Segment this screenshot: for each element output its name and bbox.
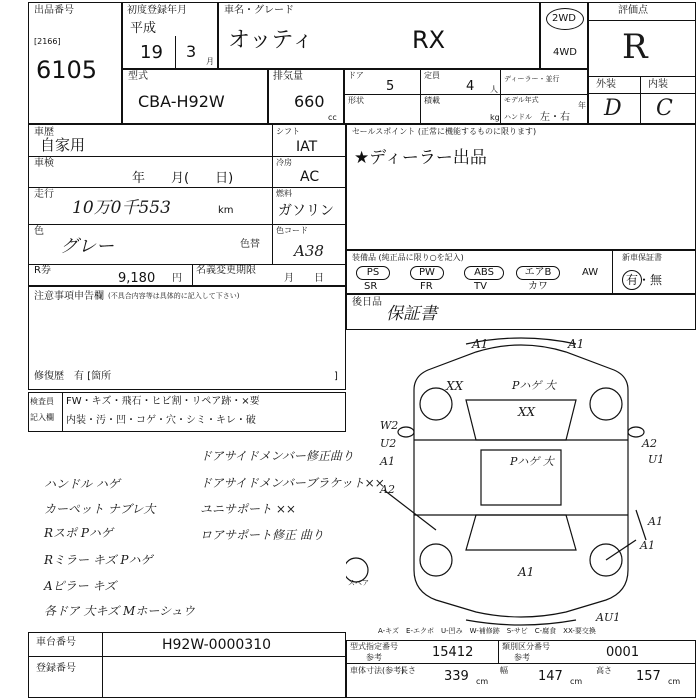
doors-label: ドア	[348, 71, 364, 80]
equipment-label: 装備品 (純正品に限り○を記入)	[352, 253, 464, 262]
recycle-value: 9,180	[118, 271, 156, 286]
divider	[192, 264, 193, 286]
shift-value: IAT	[296, 139, 318, 155]
model-year-unit: 年	[578, 101, 586, 110]
nameplate-label: 名義変更期限	[196, 265, 256, 276]
interior-grade: C	[656, 96, 673, 121]
divider	[420, 69, 421, 124]
equip-pw: PW	[410, 266, 444, 280]
inspector-row-2: 内装・汚・凹・コゲ・穴・シミ・キレ・破	[66, 415, 256, 426]
divider	[272, 124, 273, 264]
ref-label-1: 参考	[366, 653, 382, 662]
repair-history: 修復歴 有 [箇所	[34, 371, 112, 382]
diagram-mark: XX	[446, 379, 464, 393]
mileage-unit: km	[218, 205, 234, 216]
diagram-mark: A1	[518, 565, 535, 579]
divider	[498, 640, 499, 663]
capacity-unit: 人	[490, 85, 498, 94]
remark-3: ハンドル ハゲ	[44, 477, 120, 491]
width-label: 幅	[500, 666, 508, 675]
dims-label: 車体寸法(参考)	[350, 666, 405, 675]
divider	[588, 93, 696, 94]
notes-label: 注意事項申告欄	[34, 291, 104, 302]
color-no-value: A38	[294, 242, 324, 260]
chassis-value: H92W-0000310	[162, 637, 272, 653]
displacement-label: 排気量	[273, 71, 303, 82]
interior-label: 内装	[648, 79, 668, 90]
diagram-mark: W2	[380, 419, 399, 432]
equip-fr: FR	[420, 281, 433, 292]
divider	[344, 94, 588, 95]
inspection-value: 年 月( 日)	[132, 171, 234, 186]
diagram-mark: A2	[380, 483, 395, 496]
remark-4: カーペット ナブレ大	[44, 502, 156, 516]
inspector-label-1: 検査員	[30, 397, 54, 406]
model-year-label: モデル年式	[504, 96, 539, 104]
divider	[28, 224, 346, 225]
fuel-label: 燃料	[276, 189, 292, 198]
notes-sub: (不具合内容等は具体的に記入して下さい)	[108, 292, 240, 300]
equip-sr: SR	[364, 281, 378, 292]
width-value: 147	[538, 669, 563, 684]
inspector-label-2: 記入欄	[30, 413, 54, 422]
history-label: 車歴	[34, 127, 54, 138]
aircon-value: AC	[300, 169, 320, 185]
type-designation-label: 型式指定番号	[350, 642, 398, 651]
diagram-mark: Pハゲ 大	[512, 379, 556, 392]
displacement-value: 660	[294, 92, 325, 111]
displacement-unit: cc	[328, 113, 337, 122]
load-unit: kg	[490, 113, 500, 122]
height-unit: cm	[668, 677, 681, 686]
diagram-mark: AU1	[596, 611, 621, 624]
lot-sub: [2166]	[34, 37, 61, 46]
length-label: 長さ	[400, 666, 416, 675]
car-diagram	[346, 330, 696, 630]
equip-tv: TV	[474, 281, 487, 292]
ref-label-2: 参考	[514, 653, 530, 662]
sales-point-label: セールスポイント (正常に機能するものに限ります)	[352, 127, 537, 136]
divider	[62, 392, 63, 432]
equip-aw: AW	[582, 267, 599, 278]
divider	[28, 264, 346, 265]
type-designation-value: 15412	[432, 645, 474, 660]
sales-point-cell	[346, 124, 696, 250]
score-label: 評価点	[618, 5, 648, 16]
length-unit: cm	[476, 677, 489, 686]
dealer-label: ディーラー・並行	[504, 75, 560, 83]
diagram-mark: A1	[568, 337, 585, 351]
divider	[640, 76, 641, 124]
remark-5: ユニサポート ××	[200, 502, 296, 516]
diagram-legend: A-キズ E-エクボ U-凹み W-補修跡 S-サビ C-腐食 XX-要交換	[378, 627, 596, 635]
exterior-label: 外装	[596, 79, 616, 90]
capacity-value: 4	[466, 79, 475, 94]
recycle-unit: 円	[172, 273, 182, 284]
handle-value: 左・右	[540, 112, 570, 123]
model-name: オッティ	[228, 28, 314, 53]
diagram-mark: A1	[472, 337, 489, 351]
equip-airbag: エアB	[516, 266, 560, 280]
aircon-label: 冷房	[276, 158, 292, 167]
month-unit: 月	[206, 57, 214, 66]
warranty-label: 新車保証書	[622, 253, 662, 262]
lot-number: 6105	[36, 56, 98, 84]
color-label: 色	[34, 226, 44, 237]
diagram-mark: XX	[518, 405, 536, 419]
equip-ps: PS	[356, 266, 390, 280]
type-value: CBA-H92W	[138, 92, 225, 111]
remark-2: ドアサイドメンバーブラケット××	[200, 476, 385, 490]
exterior-grade: D	[604, 96, 622, 121]
class-value: 0001	[606, 645, 640, 660]
repair-close: ]	[334, 371, 338, 382]
divider	[500, 69, 501, 124]
score-value: R	[622, 27, 648, 67]
divider	[175, 36, 176, 69]
remark-6: Rスポ Pハゲ	[44, 526, 113, 540]
diagram-mark: A1	[380, 455, 395, 468]
mileage-value: 10万0千553	[72, 198, 171, 218]
inspection-label: 車検	[34, 158, 54, 169]
diagram-mark: A1	[640, 539, 655, 552]
grade: RX	[412, 26, 446, 54]
handle-label: ハンドル	[504, 113, 532, 121]
load-label: 積載	[424, 96, 440, 105]
spare-label: スペア	[348, 579, 369, 587]
remark-1: ドアサイドメンバー修正曲り	[200, 449, 354, 463]
reg-label: 登録番号	[36, 663, 76, 674]
lot-label: 出品番号	[34, 5, 74, 16]
divider	[612, 250, 613, 294]
equip-abs: ABS	[464, 266, 504, 280]
sales-point-text: ★ディーラー出品	[354, 148, 487, 168]
year: 19	[140, 42, 163, 63]
drive-2wd: 2WD	[552, 13, 576, 24]
model-name-label: 車名・グレード	[224, 5, 294, 16]
month: 3	[186, 42, 197, 61]
recycle-label: R券	[34, 265, 51, 276]
divider	[28, 187, 346, 188]
divider	[28, 156, 346, 157]
remark-10: 各ドア 大キズ Mホーシュウ	[44, 604, 195, 618]
nameplate-unit: 月 日	[284, 273, 324, 284]
divider	[102, 632, 103, 698]
doors-value: 5	[386, 79, 395, 94]
history-value: 自家用	[40, 136, 86, 154]
diagram-mark: A1	[648, 515, 663, 528]
warranty-circle	[622, 270, 642, 290]
capacity-label: 定員	[424, 71, 440, 80]
remark-8: Rミラー キズ Pハゲ	[44, 553, 153, 567]
inspector-row-1: FW・キズ・飛石・ヒビ割・リペア跡・×要	[66, 396, 260, 407]
divider	[28, 656, 346, 657]
width-unit: cm	[570, 677, 583, 686]
drive-4wd: 4WD	[553, 47, 577, 58]
color-change-label: 色替	[240, 239, 260, 250]
fuel-value: ガソリン	[278, 203, 334, 219]
diagram-mark: U1	[648, 453, 665, 466]
diagram-mark: A2	[642, 437, 657, 450]
divider	[346, 663, 696, 664]
equip-leather: カワ	[528, 281, 548, 292]
shape-label: 形状	[348, 96, 364, 105]
first-reg-label: 初度登録年月	[127, 5, 187, 16]
shift-label: シフト	[276, 127, 300, 136]
height-value: 157	[636, 669, 661, 684]
color-value: グレー	[60, 236, 114, 257]
mileage-label: 走行	[34, 189, 54, 200]
warranty-options: 有・無	[626, 273, 663, 287]
class-label: 類別区分番号	[502, 642, 550, 651]
diagram-mark: Pハゲ 大	[510, 455, 554, 468]
diagram-mark: U2	[380, 437, 397, 450]
divider	[588, 20, 696, 21]
aftermarket-value: 保証書	[386, 304, 437, 324]
divider	[588, 76, 696, 77]
aftermarket-label: 後日品	[352, 297, 382, 308]
era: 平成	[130, 21, 157, 36]
length-value: 339	[444, 669, 469, 684]
remark-7: ロアサポート修正 曲り	[200, 528, 324, 542]
remark-9: Aピラー キズ	[44, 579, 117, 593]
type-label: 型式	[128, 71, 148, 82]
height-label: 高さ	[596, 666, 612, 675]
chassis-label: 車台番号	[36, 637, 76, 648]
color-no-label: 色コード	[276, 226, 308, 235]
